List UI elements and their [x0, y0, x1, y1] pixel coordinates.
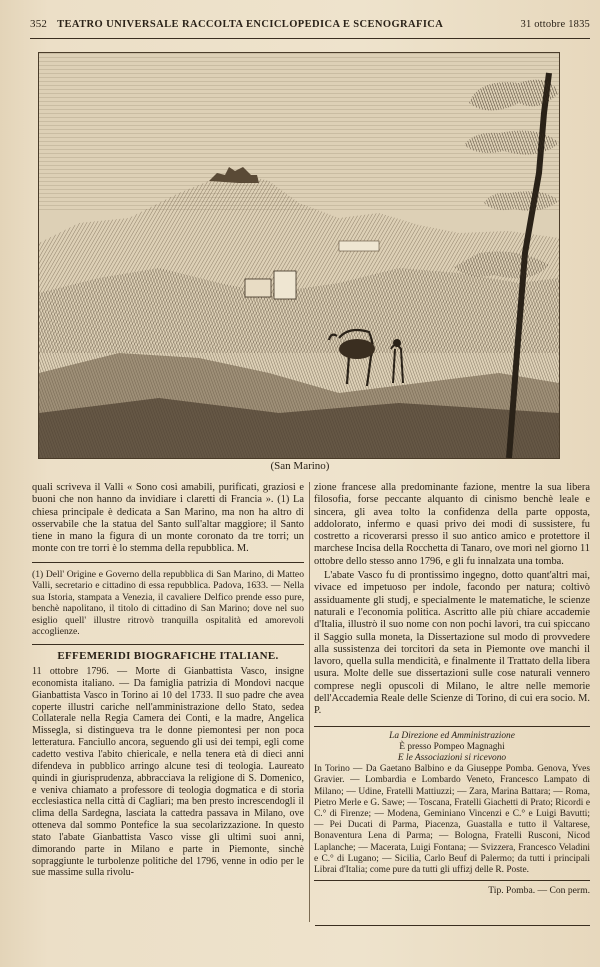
section-rule — [32, 644, 304, 645]
article-paragraph: quali scriveva il Valli « Sono così amabili, purificati, graziosi e buoni che non hanno da invidiare i claretti di Francia ». (1) La chiesa principale è dedicata a San Marino, ma non ha altro di osservabile che la statua del Santo sull'altar maggiore; il Santo tiene in mano la figura di un monte coronato da tre torri; un monte con tre torri è lo stemma della repubblica. M. — [32, 482, 304, 555]
notice-rule — [314, 726, 590, 727]
article-paragraph: zione francese alla predominante fazione, mentre la sua libera filosofia, forse peccante alquanto di cinismo benchè leale e sincera, gli avea tolto la confidenza della parte opposta, addolorato, infermo e quasi privo dei modi di sussistere, fu costretto a ricoverarsi presso il suo antico amico e protettore il marchese Incisa della Rocchetta di Tanaro, ove morì nel giorno 11 ottobre dello stesso anno 1796, e gli fu innalzata una tomba. — [314, 482, 590, 567]
column-divider — [309, 482, 310, 922]
footnote-rule — [32, 562, 304, 563]
article-paragraph: L'abate Vasco fu di prontissimo ingegno, dotto quant'altri mai, vivace ed impetuoso per indole, facondo per natura; coltivò assiduamente gli studj, e specialmente le matematiche, le scienze naturali e l'economia politica. Ascritto alle più chiare accademie d'Italia, illustrò il suo nome con non pochi lavori, tra cui spiccano il Saggio sulla moneta, la Dissertazione sul modo di provvedere alla sussistenza dei torcitori da seta in Piemonte ove manchi il lavoro, quella sulla mendicità, e finalmente il Trattato della libera usura. Molte delle sue dissertazioni sulle cose naturali vennero comprese negli opuscoli di Milano, le altre nelle memorie dell'Accademia Reale delle Scienze di Torino, di cui era socio. M. P. — [314, 570, 590, 717]
footnote: (1) Dell' Origine e Governo della repubblica di San Marino, di Matteo Valli, secretario e cittadino di essa repubblica. Padova, 1633. — Nella sua Istoria, stampata a Venezia, il cavaliere Delfico prende esso pure, benchè napolitano, il titolo di cittadino di San Marino; dove nel suo esiglio quell' illustre ritrovò tranquilla ospitalità ed amorevoli accoglienze. — [32, 568, 304, 638]
illustration-caption: (San Marino) — [270, 460, 330, 472]
publication-title: TEATRO UNIVERSALE RACCOLTA ENCICLOPEDICA E SCENOGRAFICA — [57, 19, 444, 30]
page-number: 352 — [30, 18, 48, 30]
notice-line: E le Associazioni si ricevono — [397, 753, 507, 764]
biography-text: 11 ottobre 1796. — Morte di Gianbattista Vasco, insigne economista italiano. — Da famiglia patrizia di Mondovì nacque Gianbattista Vasco in Torino ai 10 del 1733. Il suo padre che avea coperte illustri cariche nell'amministrazione dello Stato, sedea Collaterale nella Regia Camera dei Conti, e la madre, Angelica Missegla, si distingueva tra le donne piemontesi per non poca letteratura. Fanciullo ancora, seguendo gli usi dei tempi, egli come cadetto vestiva l'abito chiericale, e nella tenera età di dieci anni difendeva in pubblico arringo alcune tesi di teologia. Laureato quindi in giurisprudenza, abbracciava la religione di S. Domenico, e veniva chiamato a professore di teologia dogmatica e di storia ecclesiastica nella città di Cagliari; ma ben presto increscendogli il clima della Sardegna, lasciata la cattedra passava in Milano, ove otteneva dal sommo Pontefice la sua secolarizzazione. In questo stato l'abate Gianbattista Vasco visse gli ultimi suoi anni, dimorando parte in Milano e parte in Piemonte, sinchè sopraggiunte le turbolenze politiche del 1796, venne in odio per le sue massime sulla rivolu- — [32, 666, 304, 879]
notice-line: La Direzione ed Amministrazione — [389, 730, 515, 741]
bottom-rule — [315, 925, 590, 926]
page-header — [30, 18, 590, 36]
issue-date: 31 ottobre 1835 — [520, 19, 590, 30]
notice-rule — [314, 880, 590, 881]
section-title: EFFEMERIDI BIOGRAFICHE ITALIANE. — [57, 649, 279, 662]
san-marino-engraving — [38, 52, 560, 459]
subscription-agents: In Torino — Da Gaetano Balbino e da Giuseppe Pomba. Genova, Yves Gravier. — Lombardia e Lombardo Veneto, Francesco Lampato di Milano; — Udine, Fratelli Mattiuzzi; — Zara, Marina Battara; — Roma, Pietro Merle e G. Sawe; — Toscana, Fratelli Giachetti di Prato; Ricordi e C.° di Firenze; — Modena, Geminiano Vincenzi e C.° e Luigi Bavutti; — Pei Ducati di Parma, Piacenza, Guastalla e tutto il Valtarese, Bonaventura Lena di Parma; — Bologna, Fratelli Rusconi, Nicod Laplanche; — Macerata, Luigi Fontana; — Svizzera, Francesco Veladini e C.° di Lugano; — Sicilia, Carlo Beuf di Palermo; da tutti i principali Librai d'Italia; come pure da tutti gli uffizj delle R. Poste. — [314, 764, 590, 876]
printer-imprint: Tip. Pomba. — Con perm. — [488, 885, 590, 897]
notice-line: È presso Pompeo Magnaghi — [399, 741, 505, 752]
header-rule — [30, 38, 590, 39]
left-column — [32, 482, 304, 881]
administration-notice — [314, 726, 590, 897]
right-column — [314, 482, 590, 896]
